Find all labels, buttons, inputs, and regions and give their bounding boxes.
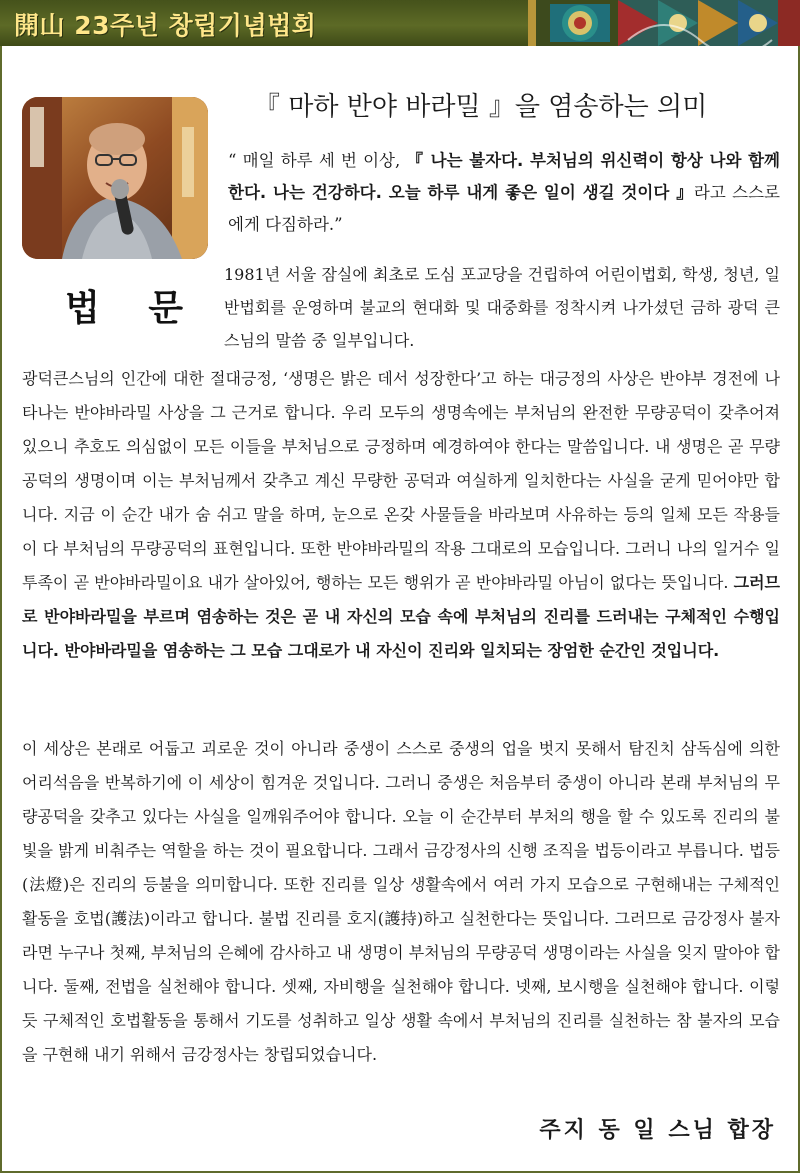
dharma-talk-label: 법 문 <box>65 288 202 329</box>
quote-bold: 『 나는 불자다. 부처님의 위신력이 항상 나와 함께 한다. 나는 건강하다. 오늘 하루 내게 좋은 일이 생길 것이다 』 <box>228 151 780 202</box>
monk-portrait-image <box>22 97 208 259</box>
header-banner <box>0 0 800 46</box>
body-paragraph-1 <box>22 362 780 668</box>
p1-regular: 광덕큰스님의 인간에 대한 절대긍정, ‘생명은 밝은 데서 성장한다’고 하는 대긍정의 사상은 반야부 경전에 나타나는 반야바라밀 사상을 그 근거로 합니다. 우리 모두의 생명속에는 부처님의 완전한 무량공덕이 갖추어져 있으니 추호도 의심없이 모든 이들을 부처님으로 긍정하며 예경하여야 한다는 말씀입니다. 내 생명은 곧 무량공덕의 생명이며 이는 부처님께서 갖추고 계신 무량한 공덕과 여실하게 일치한다는 사실을 굳게 믿어야만 합니다. 지금 이 순간 내가 숨 쉬고 말을 하며, 눈으로 온갖 사물들을 바라보며 사유하는 등의 일체 모든 작용들이 다 부처님의 무량공덕의 표현입니다. 또한 반야바라밀의 작용 그대로의 모습입니다. 그러니 나의 일거수 일투족이 곧 반야바라밀이요 내가 살아있어, 행하는 모든 행위가 곧 반야바라밀 아님이 없다는 뜻입니다. <box>22 369 780 592</box>
p1-bold: 그러므로 반야바라밀을 부르며 염송하는 것은 곧 내 자신의 모습 속에 부처님의 진리를 드러내는 구체적인 수행입니다. 반야바라밀을 염송하는 그 모습 그대로가 내 자신이 진리와 일치되는 장엄한 순간인 것입니다. <box>22 573 780 660</box>
dancheong-ornament <box>528 0 800 46</box>
quote-close: 라고 스스로에게 다짐하라.” <box>228 183 780 234</box>
signature: 주지 동 일 스님 합장 <box>539 1118 776 1143</box>
body-paragraph-2: 이 세상은 본래로 어둡고 괴로운 것이 아니라 중생이 스스로 중생의 업을 벗지 못해서 탐진치 삼독심에 의한 어리석음을 반복하기에 이 세상이 힘겨운 것입니다. 그러니 중생은 처음부터 중생이 아니라 본래 부처님의 무량공덕을 갖추고 있다는 사실을 일깨워주어야 합니다. 오늘 이 순간부터 부처의 행을 할 수 있도록 진리의 불빛을 밝게 비춰주는 역할을 하는 것이 필요합니다. 그래서 금강정사의 신행 조직을 법등이라고 부릅니다. 법등(法燈)은 진리의 등불을 의미합니다. 또한 진리를 일상 생활속에서 여러 가지 모습으로 구현해내는 구체적인 활동을 호법(護法)이라고 합니다. 불법 진리를 호지(護持)하고 실천한다는 뜻입니다. 그러므로 금강정사 불자라면 누구나 첫째, 부처님의 은혜에 감사하고 내 생명이 부처님의 무량공덕 생명이라는 사실을 잊지 말아야 합니다. 둘째, 전법을 실천해야 합니다. 셋째, 자비행을 실천해야 합니다. 넷째, 보시행을 실천해야 합니다. 이렇듯 구체적인 호법활동을 통해서 기도를 성취하고 일상 생활 속에서 부처님의 진리를 실천하는 참 불자의 모습을 구현해 내기 위해서 금강정사는 창립되었습니다. <box>22 739 780 1064</box>
article-title: 『 마하 반야 바라밀 』을 염송하는 의미 <box>254 92 708 122</box>
intro-paragraph: 1981년 서울 잠실에 최초로 도심 포교당을 건립하여 어린이법회, 학생, 청년, 일반법회를 운영하며 불교의 현대화 및 대중화를 정착시켜 나가셨던 금하 광덕 큰스님의 말씀 중 일부입니다. <box>224 265 780 350</box>
quote-block <box>228 145 780 241</box>
banner-title: 開山 23주년 창립기념법회 <box>14 11 317 40</box>
quote-open: “ 매일 하루 세 번 이상, <box>228 151 407 170</box>
monk-photo <box>22 97 208 259</box>
